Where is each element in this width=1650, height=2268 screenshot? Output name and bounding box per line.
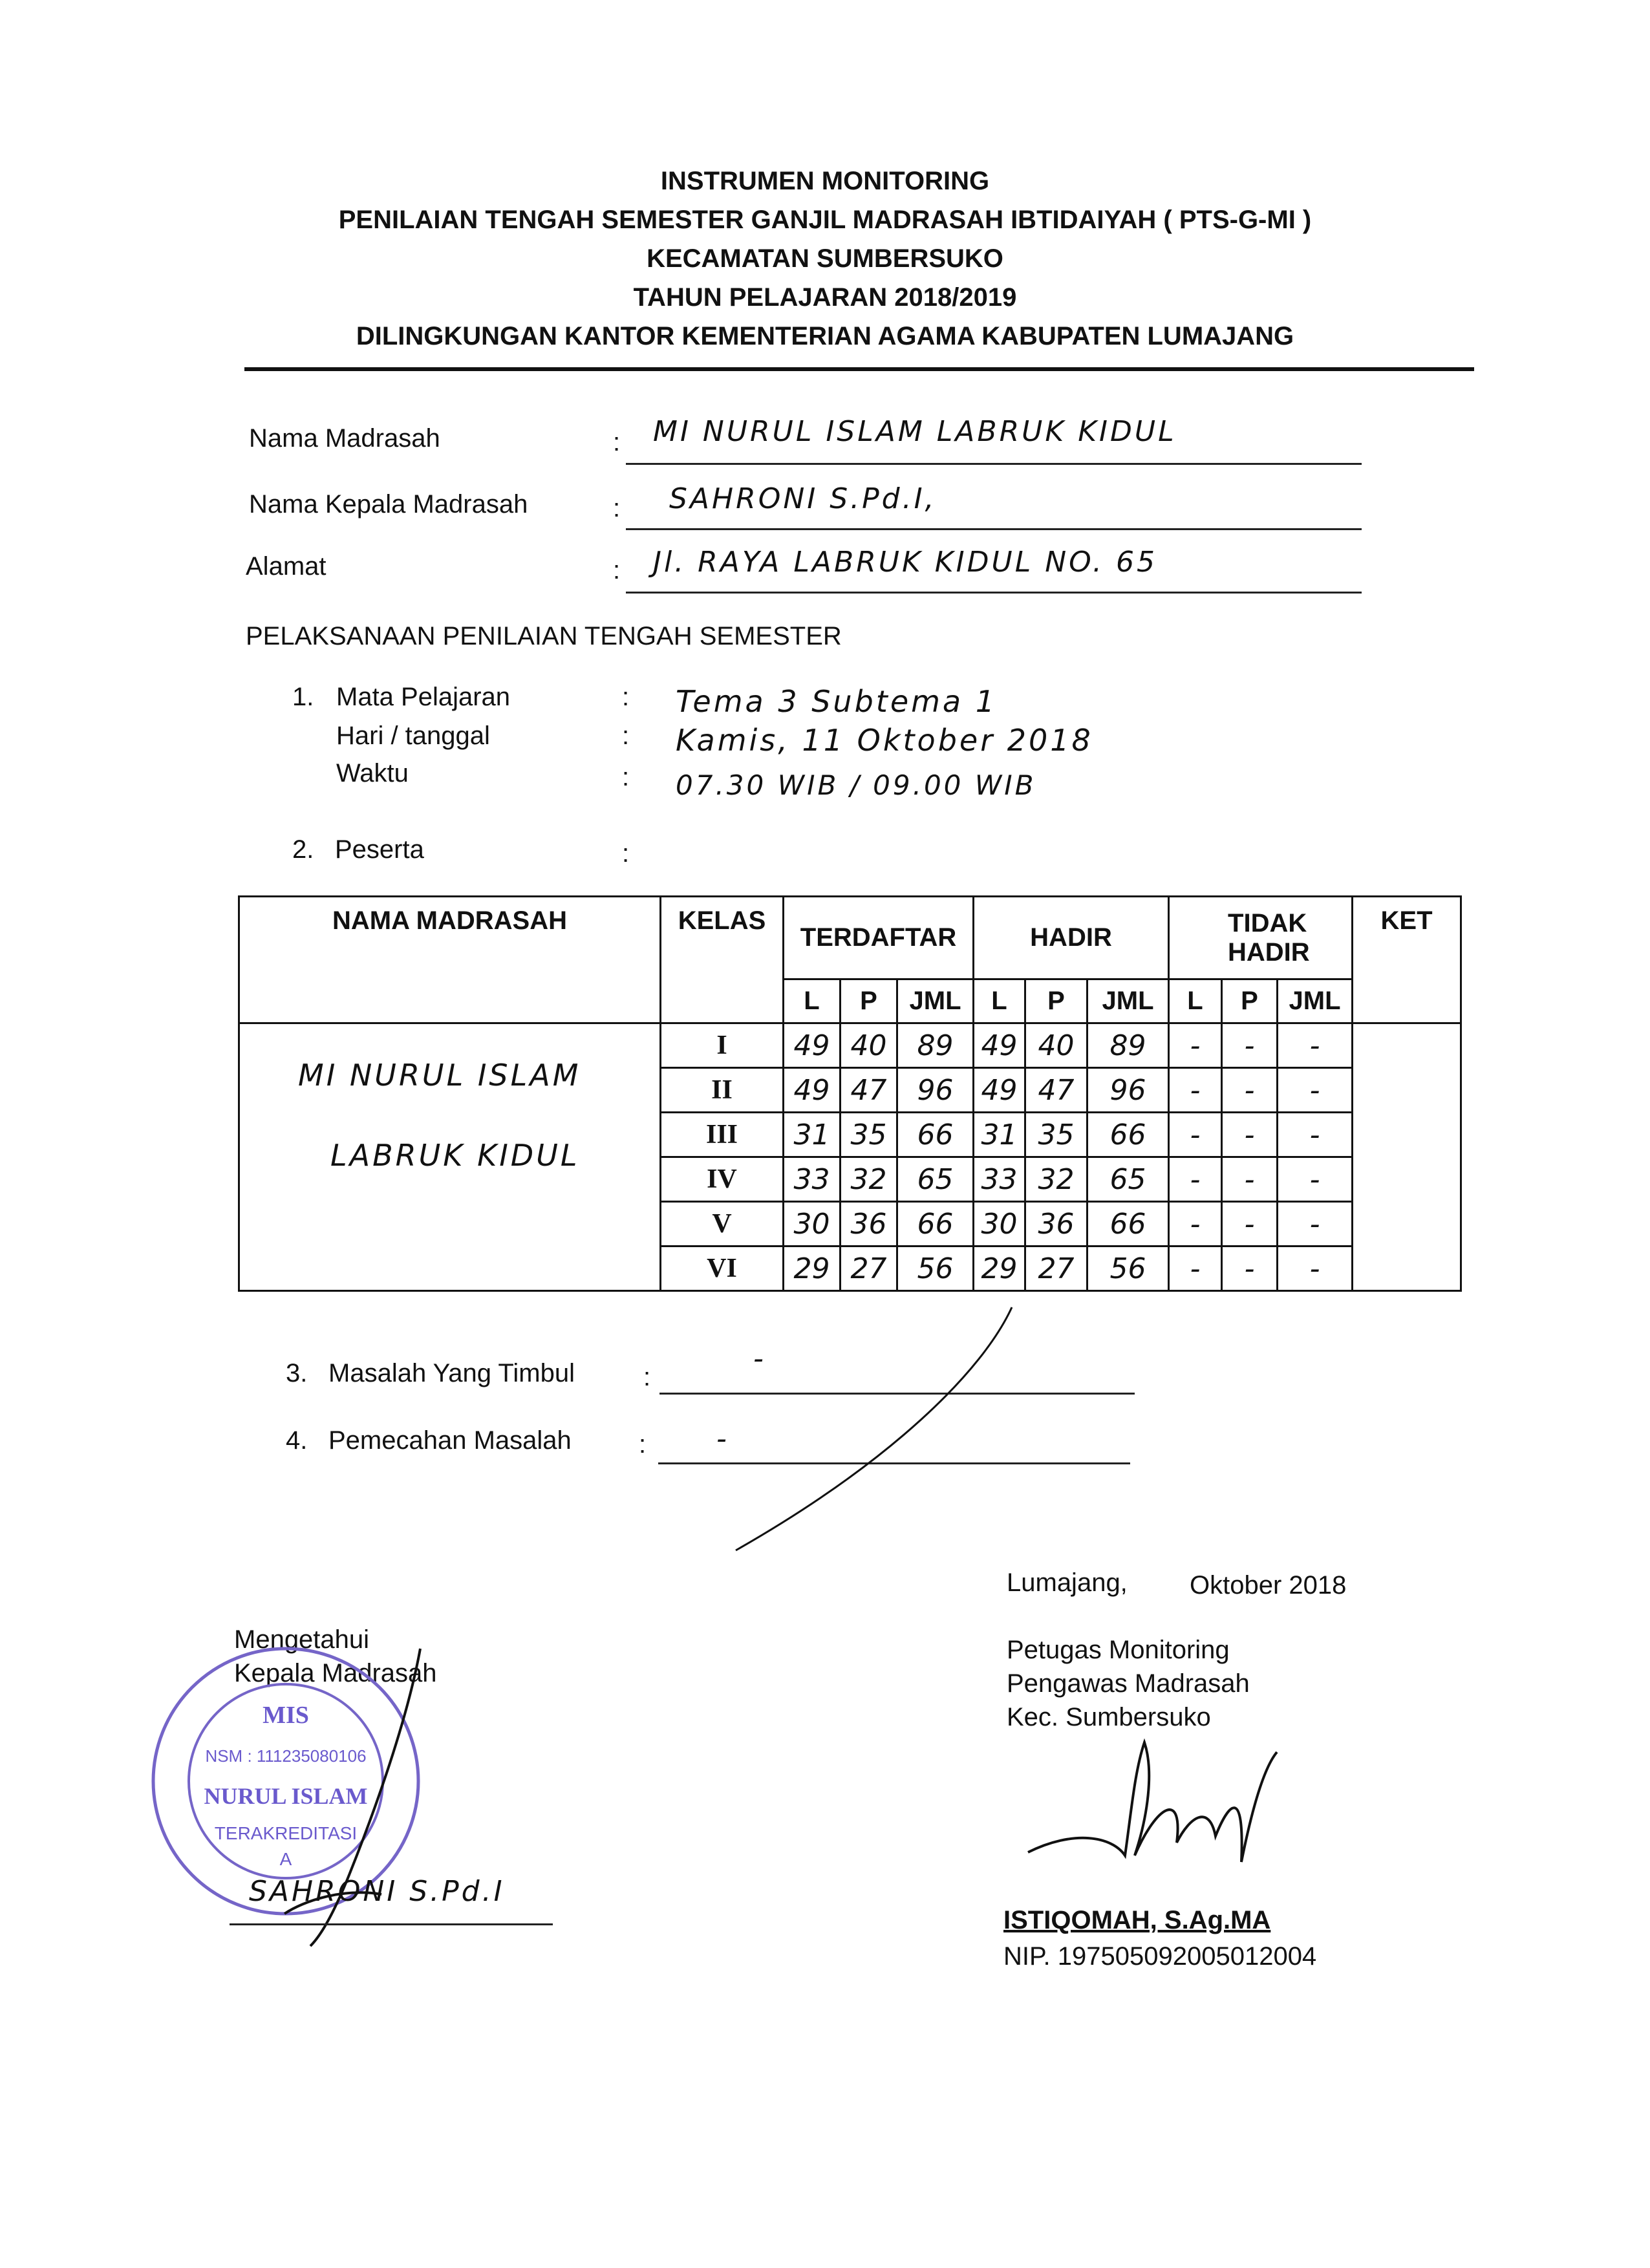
strike-line [724,1300,1022,1558]
subheader-jml: JML [1278,979,1353,1023]
mapel-label: Mata Pelajaran [336,683,511,711]
tidak-hadir-l: - [1169,1023,1222,1068]
subheader-jml: JML [1088,979,1169,1023]
tidak-hadir-jml: - [1278,1023,1353,1068]
stamp-school-name: NURUL ISLAM [204,1783,368,1809]
tidak-hadir-p: - [1222,1113,1278,1157]
colon: : [622,839,630,868]
masalah-label: Masalah Yang Timbul [328,1359,575,1387]
stamp-nsm: NSM : 111235080106 [205,1746,367,1766]
hari-value: Kamis, 11 Oktober 2018 [676,723,1093,758]
doc-title-line5: DILINGKUNGAN KANTOR KEMENTERIAN AGAMA KABUPATEN LUMAJANG [356,322,1294,350]
colon: : [622,763,630,791]
madrasah-name-cell [239,1023,661,1291]
header-kelas: KELAS [661,897,784,1023]
pengawas-label: Pengawas Madrasah [1007,1669,1250,1698]
masalah-value: - [753,1342,766,1375]
peserta-label: Peserta [335,835,424,864]
terdaftar-jml: 89 [897,1023,974,1068]
colon: : [639,1430,647,1459]
hadir-jml: 66 [1088,1113,1169,1157]
hadir-p: 36 [1025,1202,1088,1246]
kelas-cell: II [661,1068,784,1113]
tidak-hadir-jml: - [1278,1246,1353,1291]
nama-madrasah-value: MI NURUL ISLAM LABRUK KIDUL [653,415,1177,448]
hadir-jml: 65 [1088,1157,1169,1202]
doc-title-line1: INSTRUMEN MONITORING [660,167,990,195]
pengawas-signature [1022,1733,1293,1881]
kelas-cell: III [661,1113,784,1157]
subheader-l: L [1169,979,1222,1023]
item-number: 1. [292,683,314,711]
terdaftar-jml: 65 [897,1157,974,1202]
kepala-madrasah-title: Kepala Madrasah [234,1659,437,1687]
pengawas-nip: NIP. 197505092005012004 [1003,1942,1317,1971]
terdaftar-l: 29 [784,1246,841,1291]
tidak-hadir-l: - [1169,1113,1222,1157]
tidak-hadir-jml: - [1278,1113,1353,1157]
item-number: 2. [292,835,314,864]
kepala-madrasah-value: SAHRONI S.Pd.I, [669,482,937,515]
hari-label: Hari / tanggal [336,722,490,750]
stamp-akreditasi: TERAKREDITASI [214,1823,358,1843]
terdaftar-l: 33 [784,1157,841,1202]
stamp-grade: A [279,1849,292,1869]
place-date: Lumajang, [1007,1568,1128,1597]
terdaftar-l: 30 [784,1202,841,1246]
hadir-p: 35 [1025,1113,1088,1157]
tidak-hadir-jml: - [1278,1157,1353,1202]
subheader-p: P [841,979,897,1023]
kecamatan-label: Kec. Sumbersuko [1007,1703,1211,1731]
header-nama-madrasah: NAMA MADRASAH [239,897,661,1023]
hadir-l: 29 [974,1246,1025,1291]
kelas-cell: VI [661,1246,784,1291]
underline [626,592,1362,594]
madrasah-name-line1: MI NURUL ISLAM [298,1058,581,1093]
peserta-table [238,895,1462,1292]
hadir-p: 47 [1025,1068,1088,1113]
terdaftar-p: 47 [841,1068,897,1113]
kepala-madrasah-label: Nama Kepala Madrasah [249,490,528,519]
terdaftar-l: 49 [784,1068,841,1113]
hadir-l: 49 [974,1023,1025,1068]
terdaftar-l: 49 [784,1023,841,1068]
hadir-l: 49 [974,1068,1025,1113]
kelas-cell: V [661,1202,784,1246]
subheader-l: L [974,979,1025,1023]
header-hadir: HADIR [974,897,1169,979]
terdaftar-p: 32 [841,1157,897,1202]
hadir-jml: 56 [1088,1246,1169,1291]
tidak-hadir-l: - [1169,1157,1222,1202]
kelas-cell: IV [661,1157,784,1202]
terdaftar-p: 40 [841,1023,897,1068]
tidak-hadir-l: - [1169,1202,1222,1246]
terdaftar-p: 35 [841,1113,897,1157]
colon: : [643,1363,651,1391]
waktu-value: 07.30 WIB / 09.00 WIB [676,769,1036,801]
hadir-p: 32 [1025,1157,1088,1202]
item-number: 3. [286,1359,308,1387]
tidak-hadir-p: - [1222,1068,1278,1113]
pemecahan-label: Pemecahan Masalah [328,1426,572,1455]
terdaftar-l: 31 [784,1113,841,1157]
doc-title-line3: KECAMATAN SUMBERSUKO [647,244,1003,273]
alamat-value: Jl. RAYA LABRUK KIDUL NO. 65 [653,546,1157,579]
tidak-hadir-l: - [1169,1246,1222,1291]
hadir-l: 30 [974,1202,1025,1246]
hadir-p: 27 [1025,1246,1088,1291]
mengetahui-label: Mengetahui [234,1625,370,1654]
hadir-jml: 89 [1088,1023,1169,1068]
pelaksanaan-title: PELAKSANAAN PENILAIAN TENGAH SEMESTER [246,622,842,650]
terdaftar-jml: 56 [897,1246,974,1291]
pemecahan-value: - [716,1422,729,1455]
hadir-jml: 66 [1088,1202,1169,1246]
subheader-l: L [784,979,841,1023]
tidak-hadir-jml: - [1278,1068,1353,1113]
terdaftar-jml: 96 [897,1068,974,1113]
month-year: Oktober 2018 [1190,1571,1347,1599]
colon: : [622,722,630,750]
header-ket: KET [1353,897,1461,1023]
kelas-cell: I [661,1023,784,1068]
petugas-label: Petugas Monitoring [1007,1636,1230,1664]
header-rule [244,367,1474,371]
pengawas-name: ISTIQOMAH, S.Ag.MA [1003,1906,1271,1934]
colon: : [613,494,621,522]
madrasah-name-line2: LABRUK KIDUL [330,1138,580,1173]
mapel-value: Tema 3 Subtema 1 [676,684,998,719]
tidak-hadir-p: - [1222,1246,1278,1291]
tidak-hadir-p: - [1222,1157,1278,1202]
signature-line [230,1923,553,1925]
doc-title-line2: PENILAIAN TENGAH SEMESTER GANJIL MADRASAH IBTIDAIYAH ( PTS-G-MI ) [338,206,1312,234]
colon: : [613,428,621,456]
terdaftar-p: 36 [841,1202,897,1246]
alamat-label: Alamat [246,552,327,581]
subheader-p: P [1222,979,1278,1023]
header-terdaftar: TERDAFTAR [784,897,974,979]
header-tidak-hadir: TIDAK HADIR [1169,897,1353,979]
tidak-hadir-p: - [1222,1202,1278,1246]
underline [626,463,1362,465]
tidak-hadir-l: - [1169,1068,1222,1113]
kepala-name: SAHRONI S.Pd.I [249,1875,505,1908]
colon: : [613,556,621,584]
nama-madrasah-label: Nama Madrasah [249,424,440,453]
underline [626,528,1362,530]
doc-title-line4: TAHUN PELAJARAN 2018/2019 [633,283,1017,312]
subheader-jml: JML [897,979,974,1023]
tidak-hadir-p: - [1222,1023,1278,1068]
hadir-l: 33 [974,1157,1025,1202]
item-number: 4. [286,1426,308,1455]
stamp-mis: MIS [262,1702,309,1729]
colon: : [622,683,630,711]
terdaftar-jml: 66 [897,1113,974,1157]
tidak-hadir-jml: - [1278,1202,1353,1246]
hadir-jml: 96 [1088,1068,1169,1113]
waktu-label: Waktu [336,759,409,787]
ket-cell [1353,1023,1461,1291]
terdaftar-jml: 66 [897,1202,974,1246]
terdaftar-p: 27 [841,1246,897,1291]
hadir-p: 40 [1025,1023,1088,1068]
hadir-l: 31 [974,1113,1025,1157]
subheader-p: P [1025,979,1088,1023]
